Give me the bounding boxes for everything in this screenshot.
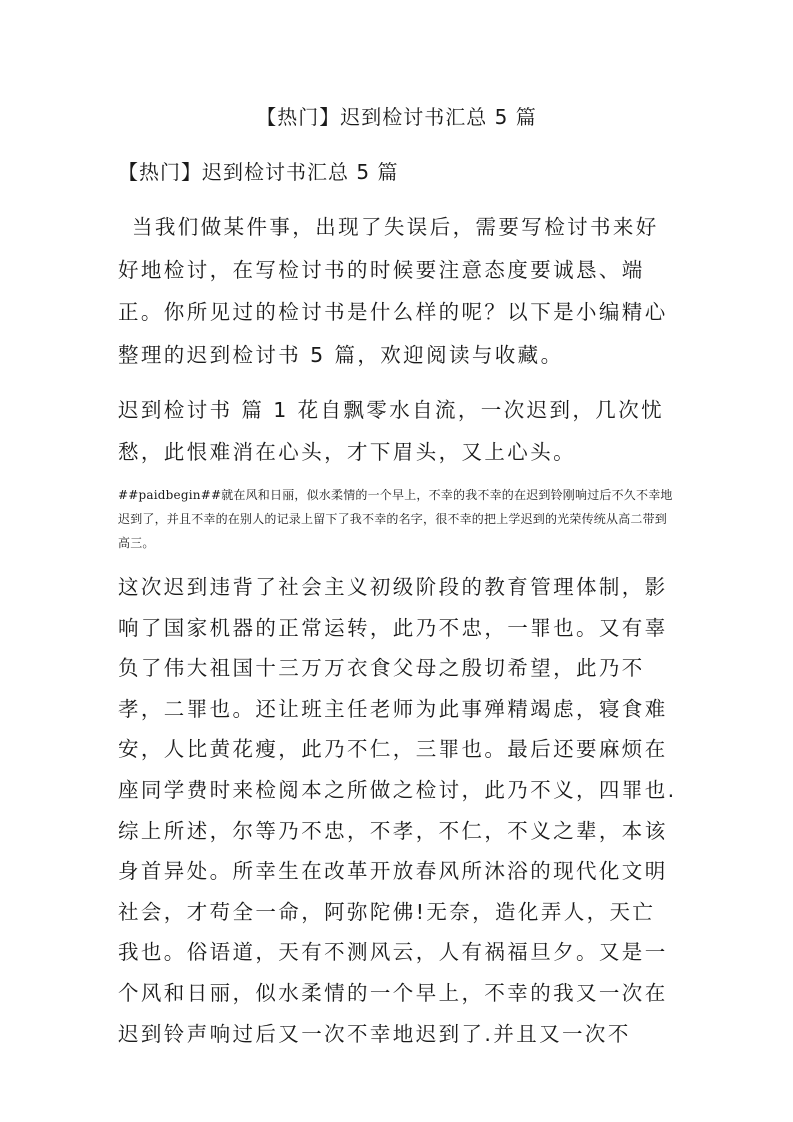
body-paragraph: 这次迟到违背了社会主义初级阶段的教育管理体制，影响了国家机器的正常运转，此乃不忠，一罪也。又有辜负了伟大祖国十三万万衣食父母之殷切希望，此乃不孝，二罪也。还让班主任老师为此事殚精竭虑，寝食难安，人比黄花瘦，此乃不仁，三罪也。最后还要麻烦在座同学费时来检阅本之所做之检讨，此乃不义，四罪也. 综上所述，尔等乃不忠，不孝，不仁，不义之辈，本该身首异处。所幸生在改革开放春风所沐浴的现代化文明社会，才苟全一命，阿弥陀佛!无奈，造化弄人，天亡我也。俗语道，天有不测风云，人有祸福旦夕。又是一个风和日丽，似水柔情的一个早上，不幸的我又一次在迟到铃声响过后又一次不幸地迟到了.并且又一次不	[118, 575, 677, 1046]
document-subtitle: 【热门】迟到检讨书汇总 5 篇	[118, 160, 399, 184]
section-heading-1: 迟到检讨书 篇 1 花自飘零水自流，一次迟到，几次忧愁，此恨难消在心头，才下眉头，又上心头。	[118, 398, 664, 464]
small-print-paragraph: ##paidbegin##就在风和日丽，似水柔情的一个早上，不幸的我不幸的在迟到铃刚响过后不久不幸地迟到了，并且不幸的在别人的记录上留下了我不幸的名字，很不幸的把上学迟到的光荣传统从高二带到高三。	[118, 488, 673, 550]
intro-paragraph: 当我们做某件事，出现了失误后，需要写检讨书来好好地检讨，在写检讨书的时候要注意态度要诚恳、端正。你所见过的检讨书是什么样的呢？以下是小编精心整理的迟到检讨书 5 篇，欢迎阅读与收藏。	[118, 215, 668, 367]
document-title: 【热门】迟到检讨书汇总 5 篇	[256, 105, 537, 129]
